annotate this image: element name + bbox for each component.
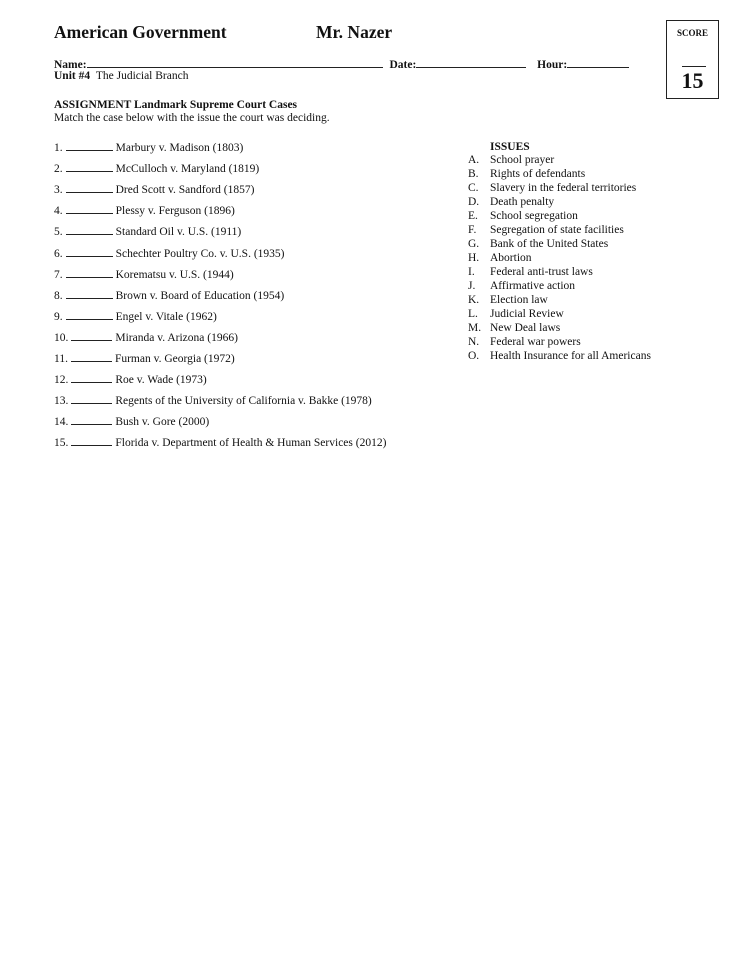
case-name: Regents of the University of California v. Bakke (1978) <box>115 395 372 407</box>
answer-blank[interactable] <box>71 351 112 362</box>
case-number: 9. <box>54 311 63 323</box>
issue-letter: A. <box>468 154 480 166</box>
case-number: 12. <box>54 374 69 386</box>
case-item <box>54 161 259 175</box>
answer-blank[interactable] <box>66 288 113 299</box>
issue-letter: J. <box>468 280 476 292</box>
case-number: 4. <box>54 205 63 217</box>
unit-name: The Judicial Branch <box>95 70 189 82</box>
score-blank-line[interactable] <box>682 66 706 67</box>
case-name: Korematsu v. U.S. (1944) <box>115 269 234 281</box>
case-item <box>54 288 284 302</box>
case-item <box>54 414 209 428</box>
score-box <box>666 20 719 99</box>
issue-text: Rights of defendants <box>490 168 586 180</box>
answer-blank[interactable] <box>66 161 113 172</box>
answer-blank[interactable] <box>66 309 113 320</box>
answer-blank[interactable] <box>71 330 112 341</box>
case-name: Plessy v. Ferguson (1896) <box>115 205 235 217</box>
case-item <box>54 351 235 365</box>
case-name: Engel v. Vitale (1962) <box>115 311 217 323</box>
case-number: 10. <box>54 332 69 344</box>
issue-text: School prayer <box>490 154 555 166</box>
case-number: 2. <box>54 163 63 175</box>
issue-letter: H. <box>468 252 480 264</box>
date-label: Date: <box>389 59 417 71</box>
issue-text: Federal anti-trust laws <box>490 266 593 278</box>
case-number: 6. <box>54 248 63 260</box>
answer-blank[interactable] <box>66 246 113 257</box>
case-item <box>54 393 372 407</box>
issues-heading: ISSUES <box>490 141 530 153</box>
case-number: 5. <box>54 226 63 238</box>
issue-text: Health Insurance for all Americans <box>490 350 651 362</box>
issue-text: Federal war powers <box>490 336 581 348</box>
case-item <box>54 330 238 344</box>
unit-label: Unit #4 <box>54 70 91 82</box>
answer-blank[interactable] <box>66 224 113 235</box>
issue-text: Bank of the United States <box>490 238 609 250</box>
case-name: Bush v. Gore (2000) <box>115 416 210 428</box>
answer-blank[interactable] <box>71 393 112 404</box>
case-item <box>54 267 234 281</box>
issue-text: Abortion <box>490 252 532 264</box>
issue-letter: I. <box>468 266 475 278</box>
answer-blank[interactable] <box>66 182 113 193</box>
hour-field[interactable] <box>567 56 629 68</box>
issue-text: Segregation of state facilities <box>490 224 624 236</box>
case-number: 15. <box>54 437 69 449</box>
assignment-title: ASSIGNMENT Landmark Supreme Court Cases <box>54 99 298 111</box>
hour-label: Hour: <box>537 59 568 71</box>
case-item <box>54 435 386 449</box>
teacher-name: Mr. Nazer <box>316 22 393 42</box>
answer-blank[interactable] <box>66 140 113 151</box>
case-name: Marbury v. Madison (1803) <box>115 142 244 154</box>
name-label: Name: <box>54 59 87 71</box>
case-item <box>54 372 207 386</box>
issue-text: Affirmative action <box>490 280 576 292</box>
case-name: Furman v. Georgia (1972) <box>114 353 235 365</box>
issue-letter: B. <box>468 168 479 180</box>
answer-blank[interactable] <box>71 435 112 446</box>
case-name: McCulloch v. Maryland (1819) <box>115 163 260 175</box>
case-name: Miranda v. Arizona (1966) <box>115 332 238 344</box>
issue-letter: N. <box>468 336 480 348</box>
case-number: 13. <box>54 395 69 407</box>
issue-letter: E. <box>468 210 478 222</box>
case-number: 1. <box>54 142 63 154</box>
case-number: 11. <box>54 353 68 365</box>
issue-text: Slavery in the federal territories <box>490 182 637 194</box>
issue-letter: C. <box>468 182 479 194</box>
issue-text: Election law <box>490 294 548 306</box>
case-item <box>54 140 243 154</box>
case-number: 14. <box>54 416 69 428</box>
assignment-instructions: Match the case below with the issue the court was deciding. <box>54 112 330 124</box>
issue-letter: F. <box>468 224 477 236</box>
case-name: Standard Oil v. U.S. (1911) <box>115 226 242 238</box>
student-info-line <box>54 56 629 71</box>
issue-letter: G. <box>468 238 480 250</box>
issue-text: School segregation <box>490 210 578 222</box>
answer-blank[interactable] <box>71 372 112 383</box>
answer-blank[interactable] <box>66 267 113 278</box>
issue-text: New Deal laws <box>490 322 561 334</box>
issue-text: Death penalty <box>490 196 555 208</box>
name-field[interactable] <box>87 56 383 68</box>
case-name: Schechter Poultry Co. v. U.S. (1935) <box>115 248 285 260</box>
issue-letter: L. <box>468 308 478 320</box>
case-item <box>54 246 285 260</box>
score-label: SCORE <box>676 28 708 38</box>
case-name: Florida v. Department of Health & Human Services (2012) <box>115 437 387 449</box>
case-name: Roe v. Wade (1973) <box>115 374 207 386</box>
issue-letter: O. <box>468 350 480 362</box>
unit-line <box>54 70 188 82</box>
issue-letter: D. <box>468 196 480 208</box>
case-item <box>54 224 241 238</box>
course-title: American Government <box>54 22 227 42</box>
score-total: 15 <box>681 68 704 93</box>
case-number: 3. <box>54 184 63 196</box>
issue-letter: M. <box>468 322 482 334</box>
case-number: 8. <box>54 290 63 302</box>
answer-blank[interactable] <box>66 203 113 214</box>
date-field[interactable] <box>416 56 526 68</box>
answer-blank[interactable] <box>71 414 112 425</box>
case-number: 7. <box>54 269 63 281</box>
issue-letter: K. <box>468 294 480 306</box>
case-item <box>54 182 254 196</box>
case-item <box>54 309 217 323</box>
case-name: Brown v. Board of Education (1954) <box>115 290 285 302</box>
issue-text: Judicial Review <box>490 308 564 320</box>
case-name: Dred Scott v. Sandford (1857) <box>115 184 255 196</box>
case-item <box>54 203 235 217</box>
